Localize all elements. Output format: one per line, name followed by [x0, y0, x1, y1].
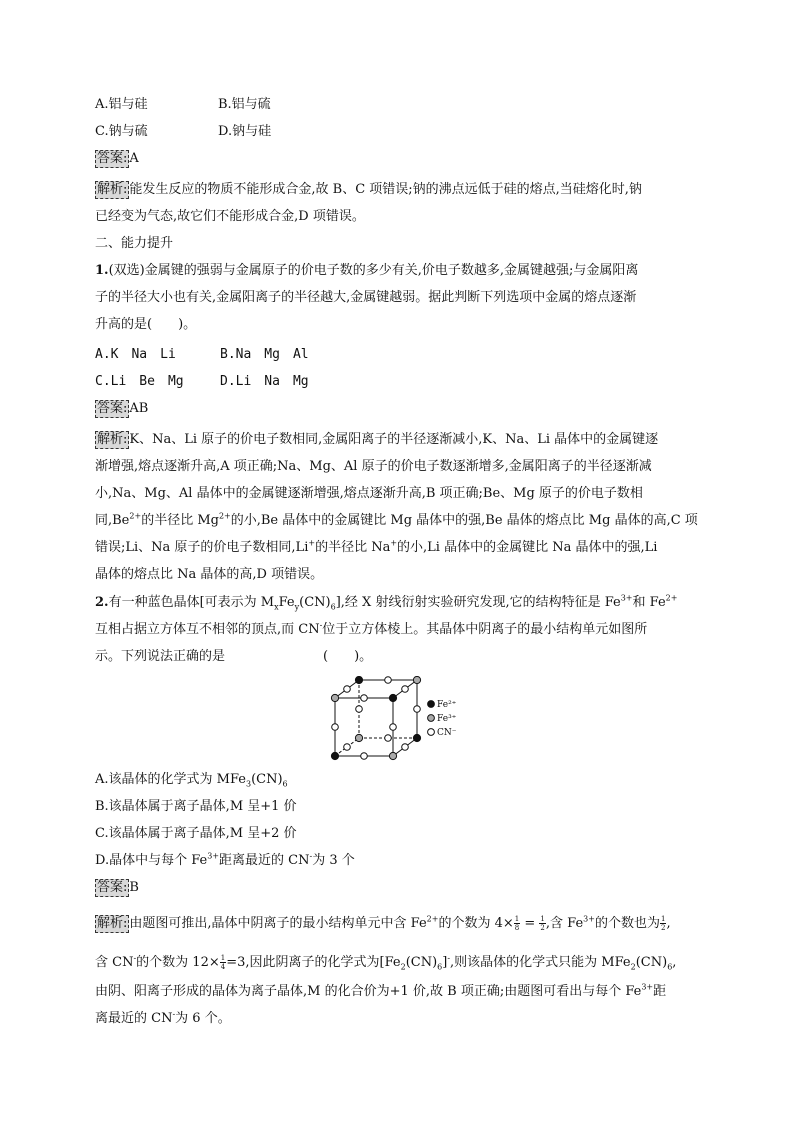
- legend-fe3-marker: [428, 715, 435, 722]
- analysis-line-3: 小,Na、Mg、Al 晶体中的金属键逐渐增强,熔点逐渐升高,B 项正确;Be、Mg 原子的价电子数相: [95, 486, 643, 501]
- analysis-line-2: 已经变为气态,故它们不能形成合金,D 项错误。: [95, 209, 365, 224]
- fe2-ion: [331, 752, 338, 759]
- q2-line-2: [95, 621, 647, 639]
- answer-value: B: [129, 880, 139, 895]
- answer-label: 答案:: [97, 151, 128, 166]
- answer-value: AB: [129, 401, 149, 416]
- option-c: C.钠与硫: [95, 124, 148, 139]
- sup: 3+: [207, 851, 220, 861]
- sub: y: [294, 602, 300, 612]
- text: 位于立方体棱上。其晶体中阴离子的最小结构单元如图所: [322, 622, 648, 637]
- text: (CN): [251, 772, 283, 787]
- sub: x: [274, 602, 279, 612]
- sup: +: [308, 538, 316, 548]
- answer-line: [95, 879, 139, 897]
- question-number: 2.: [95, 595, 109, 610]
- option-a: A.铝与硅: [95, 97, 148, 112]
- text: D.晶体中与每个 Fe: [95, 853, 208, 868]
- cn-ions: [332, 677, 421, 760]
- analysis-label: 解析:: [97, 182, 128, 197]
- fe2-ion: [355, 676, 362, 683]
- sub: 2: [630, 962, 636, 972]
- legend-cn-marker: [428, 729, 435, 736]
- analysis-text: 能发生反应的物质不能形成合金,故 B、C 项错误;钠的沸点远低于硅的熔点,当硅熔化时,钠: [129, 182, 642, 197]
- analysis-label: 解析:: [97, 916, 128, 931]
- text: 错误;Li、Na 原子的价电子数相同,Li: [95, 540, 309, 555]
- sup: 2+: [426, 914, 439, 924]
- analysis-line-2: 渐增强,熔点逐渐升高,A 项正确;Na、Mg、Al 原子的价电子数逐渐增多,金属阳离子的半径逐渐减: [95, 459, 652, 474]
- option-b: B.Na Mg Al: [220, 347, 309, 362]
- fe2-ion: [389, 694, 396, 701]
- sub: 3: [245, 779, 252, 789]
- sup: 2+: [129, 511, 142, 521]
- denominator: 8: [514, 924, 520, 932]
- fe3-ion: [389, 752, 396, 759]
- denominator: 2: [660, 924, 666, 932]
- option-d: D.钠与硅: [218, 124, 272, 139]
- text: 的半径比 Mg: [141, 513, 219, 528]
- sub: 6: [330, 602, 336, 612]
- text: ],经 X 射线衍射实验研究发现,它的结构特征是 Fe: [335, 595, 621, 610]
- text: 的个数为 12×: [136, 955, 220, 970]
- text: ,: [672, 955, 677, 970]
- text: ]: [442, 955, 448, 970]
- text: 同,Be: [95, 513, 130, 528]
- option-c: C.该晶体属于离子晶体,M 呈+2 价: [95, 826, 297, 841]
- text: 和 Fe: [632, 595, 666, 610]
- denominator: 2: [540, 924, 545, 932]
- analysis-line-4: [95, 1010, 231, 1028]
- option-d: [95, 852, 355, 870]
- sub: 6: [437, 962, 443, 972]
- text: 的个数也为: [594, 916, 660, 931]
- numerator: 1: [660, 915, 666, 923]
- answer-paren: ( )。: [323, 649, 373, 664]
- fe3-ion: [355, 734, 362, 741]
- text: 为 3 个: [312, 853, 355, 868]
- numerator: 1: [540, 915, 545, 923]
- sup: -: [309, 851, 313, 861]
- q2-line-1: [95, 594, 677, 612]
- q1-text: (双选)金属键的强弱与金属原子的价电子数的多少有关,价电子数越多,金属键越强;与金属阳离: [108, 263, 639, 278]
- text: =: [520, 916, 540, 931]
- option-c: C.Li Be Mg: [95, 374, 184, 389]
- numerator: 1: [220, 954, 226, 962]
- text: 有一种蓝色晶体[可表示为 M: [108, 595, 275, 610]
- legend-fe2-label: Fe²⁺: [437, 700, 457, 710]
- analysis-line-1: [95, 181, 642, 199]
- text: 互相占据立方体互不相邻的顶点,而 CN: [95, 622, 320, 637]
- sub: 2: [400, 962, 406, 972]
- crystal-cube-diagram: [327, 676, 467, 762]
- text: 离最近的 CN: [95, 1011, 173, 1026]
- analysis-line-4: [95, 512, 698, 530]
- question-number: 1.: [95, 263, 109, 278]
- option-a: A.K Na Li: [95, 347, 176, 362]
- text: (CN): [299, 595, 331, 610]
- sub: 6: [282, 779, 288, 789]
- sup: 2+: [665, 593, 678, 603]
- sup: -: [172, 1009, 176, 1019]
- analysis-line-5: [95, 539, 657, 557]
- text: ,则该晶体的化学式只能为 MFe: [450, 955, 631, 970]
- text: 含 CN: [95, 955, 134, 970]
- option-b: B.铝与硫: [218, 97, 271, 112]
- text: Fe: [278, 595, 295, 610]
- text: 为 6 个。: [175, 1011, 231, 1026]
- text: 距: [653, 984, 667, 999]
- option-b: B.该晶体属于离子晶体,M 呈+1 价: [95, 799, 297, 814]
- sup: -: [447, 953, 451, 963]
- sup: 3+: [583, 914, 595, 924]
- text: 的小,Li 晶体中的金属键比 Na 晶体中的强,Li: [397, 540, 658, 555]
- analysis-line-1: [95, 915, 671, 933]
- q1-line-3: 升高的是( )。: [95, 317, 197, 332]
- sup: -: [319, 620, 323, 630]
- q2-line-3: [95, 648, 373, 666]
- legend-fe2-marker: [428, 701, 435, 708]
- q1-line-2: 子的半径大小也有关,金属阳离子的半径越大,金属键越弱。据此判断下列选项中金属的熔点逐渐: [95, 290, 637, 305]
- option-a: [95, 771, 288, 789]
- analysis-line-2: [95, 954, 676, 972]
- text: =3,因此阴离子的化学式为[Fe: [226, 955, 401, 970]
- analysis-label: 解析:: [97, 432, 128, 447]
- denominator: 4: [220, 963, 226, 971]
- text: 的个数为 4×: [438, 916, 514, 931]
- sup: 3+: [620, 593, 633, 603]
- answer-label: 答案:: [97, 401, 128, 416]
- text: 的小,Be 晶体中的金属键比 Mg 晶体中的强,Be 晶体的熔点比 Mg 晶体的高,C 项: [230, 513, 698, 528]
- legend-cn-label: CN⁻: [437, 728, 457, 738]
- fe3-ion: [331, 694, 338, 701]
- analysis-text: K、Na、Li 原子的价电子数相同,金属阳离子的半径逐渐减小,K、Na、Li 晶体中的金属键逐: [129, 432, 659, 447]
- legend: [428, 700, 457, 738]
- sup: +: [390, 538, 398, 548]
- text: 的半径比 Na: [315, 540, 391, 555]
- section-title: 二、能力提升: [95, 236, 174, 251]
- analysis-line-3: [95, 983, 666, 1001]
- analysis-line-6: 晶体的熔点比 Na 晶体的高,D 项错误。: [95, 567, 324, 582]
- legend-fe3-label: Fe³⁺: [437, 714, 457, 724]
- option-d: D.Li Na Mg: [220, 374, 309, 389]
- text: 由阴、阳离子形成的晶体为离子晶体,M 的化合价为+1 价,故 B 项正确;由题图可看出与每个 Fe: [95, 984, 642, 999]
- text: 示。下列说法正确的是: [95, 649, 226, 664]
- sup: 2+: [218, 511, 231, 521]
- text: A.该晶体的化学式为 MFe: [95, 772, 246, 787]
- text: (CN): [635, 955, 668, 970]
- answer-label: 答案:: [97, 880, 128, 895]
- answer-line: [95, 400, 148, 418]
- answer-line: [95, 150, 139, 168]
- text: 距离最近的 CN: [219, 853, 310, 868]
- sub: 6: [667, 962, 673, 972]
- text: (CN): [405, 955, 438, 970]
- fe3-ion: [413, 676, 420, 683]
- sup: 3+: [641, 982, 654, 992]
- text: 由题图可推出,晶体中阴离子的最小结构单元中含 Fe: [129, 916, 427, 931]
- numerator: 1: [514, 915, 520, 923]
- analysis-line-1: [95, 431, 658, 449]
- text: ,: [666, 916, 671, 931]
- answer-value: A: [129, 151, 139, 166]
- text: ,含 Fe: [545, 916, 584, 931]
- sup: -: [133, 953, 137, 963]
- q1-line-1: [95, 262, 638, 280]
- fe2-ion: [413, 734, 420, 741]
